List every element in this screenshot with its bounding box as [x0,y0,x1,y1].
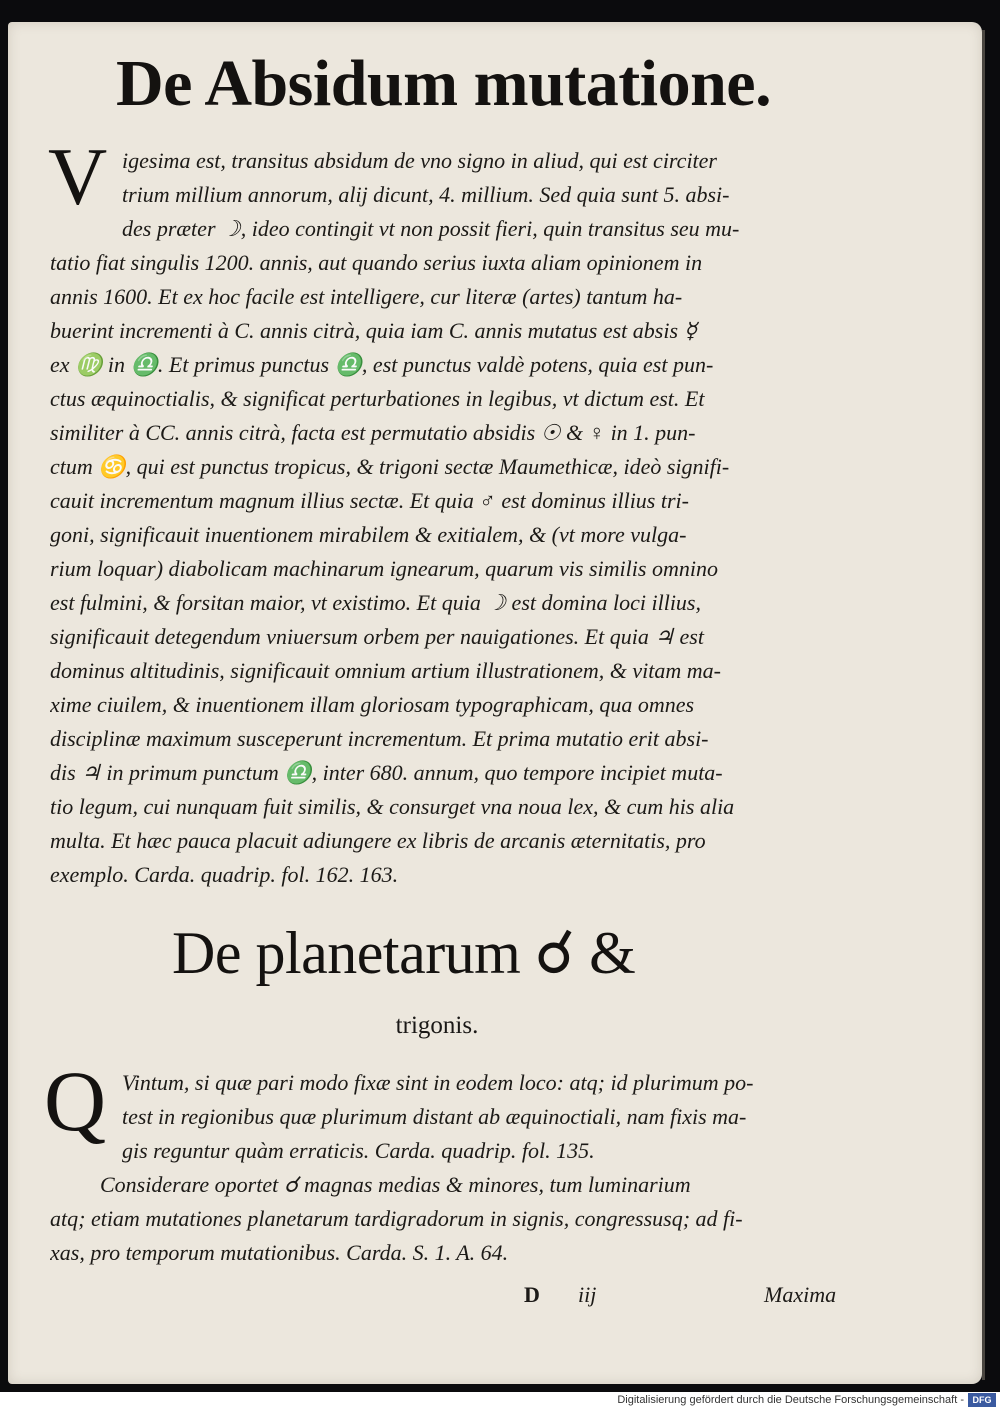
dropcap-v: V [48,131,108,222]
section-title-absidum: De Absidum mutatione. [116,47,772,120]
text-line: xime ciuilem, & inuentionem illam gloriosam typographicam, qua omnes [50,692,695,717]
text-line: goni, significauit inuentionem mirabilem & exitialem, & (vt more vulga- [50,522,687,547]
digitization-credit: Digitalisierung gefördert durch die Deutsche Forschungsgemeinschaft - [617,1394,964,1406]
text-line: cauit incrementum magnum illius sectæ. Et quia ♂ est dominus illius tri- [50,488,689,513]
text-line: trium millium annorum, alij dicunt, 4. millium. Sed quia sunt 5. absi- [122,182,730,207]
text-line: gis reguntur quàm erraticis. Carda. quadrip. fol. 135. [122,1138,595,1163]
text-line: Vintum, si quæ pari modo fixæ sint in eodem loco: atq; id plurimum po- [122,1070,754,1095]
dropcap-q: Q [44,1053,107,1149]
text-line: Considerare oportet ☌ magnas medias & minores, tum luminarium [100,1172,691,1197]
text-line: igesima est, transitus absidum de vno signo in aliud, qui est circiter [122,148,717,173]
folio-number: iij [578,1282,597,1307]
text-line: rium loquar) diabolicam machinarum ignearum, quarum vis similis omnino [50,556,718,581]
text-line: buerint incrementi à C. annis citrà, quia iam C. annis mutatus est absis ☿ [50,318,698,343]
text-line: ex ♍ in ♎. Et primus punctus ♎, est punctus valdè potens, quia est pun- [50,352,714,377]
text-line: atq; etiam mutationes planetarum tardigradorum in signis, congressusq; ad fi- [50,1206,743,1231]
text-line: similiter à CC. annis citrà, facta est permutatio absidis ☉ & ♀ in 1. pun- [50,420,696,445]
section-subtitle: trigonis. [395,1012,479,1039]
text-line: test in regionibus quæ plurimum distant ab æquinoctiali, nam fixis ma- [122,1104,747,1129]
text-line: dis ♃ in primum punctum ♎, inter 680. annum, quo tempore incipiet muta- [50,760,723,785]
text-line: ctum ♋, qui est punctus tropicus, & trigoni sectæ Maumethicæ, ideò signifi- [50,454,730,479]
dfg-logo-icon: DFG [968,1393,996,1407]
text-line: xas, pro temporum mutationibus. Carda. S. 1. A. 64. [50,1240,509,1265]
text-line: multa. Et hæc pauca placuit adiungere ex libris de arcanis æternitatis, pro [50,828,706,853]
page-edge [982,30,985,1380]
text-line: est fulmini, & forsitan maior, vt existimo. Et quia ☽ est domina loci illius, [50,590,701,615]
section-title-planetarum: De planetarum ☌ & [172,920,636,986]
text-line: tio legum, cui nunquam fuit similis, & consurget vna noua lex, & cum his alia [50,794,735,819]
text-line: disciplinæ maximum susceperunt incrementum. Et prima mutatio erit absi- [50,726,709,751]
text-line: exemplo. Carda. quadrip. fol. 162. 163. [50,862,399,887]
text-line: dominus altitudinis, significauit omnium artium illustrationem, & vitam ma- [50,658,722,683]
text-line: annis 1600. Et ex hoc facile est intelligere, cur literæ (artes) tantum ha- [50,284,683,309]
text-line: tatio fiat singulis 1200. annis, aut quando serius iuxta aliam opinionem in [50,250,703,275]
text-line: significauit detegendum vniuersum orbem per nauigationes. Et quia ♃ est [50,624,704,649]
text-line: ctus æquinoctialis, & significat perturbationes in legibus, vt dictum est. Et [50,386,705,411]
catchword: Maxima [764,1282,837,1307]
signature-mark: D [524,1282,540,1307]
text-line: des præter ☽, ideo contingit vt non possit fieri, quin transitus seu mu- [122,216,740,241]
